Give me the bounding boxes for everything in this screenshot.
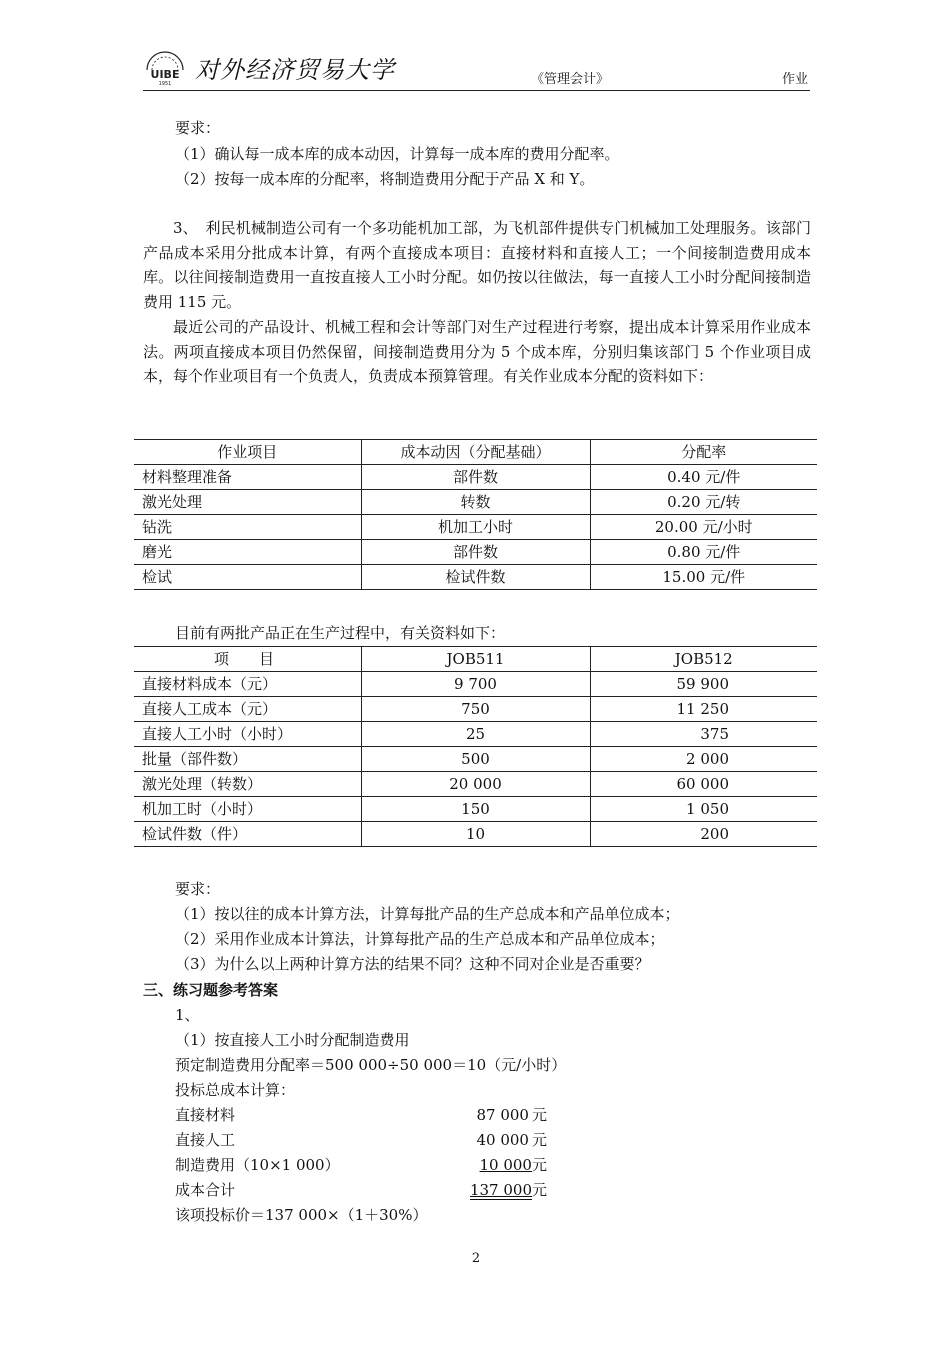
table-cell: 9 700 (361, 672, 590, 697)
answer-subheading: （1）按直接人工小时分配制造费用 (175, 1031, 410, 1049)
table-cell: 磨光 (134, 540, 361, 565)
cost-total-amount: 137 000元 (469, 1181, 547, 1199)
table-header-cell: 作业项目 (134, 440, 361, 465)
bid-cost-title: 投标总成本计算： (175, 1081, 296, 1099)
table-cell: 200 (590, 822, 817, 847)
table-cell: 直接人工小时（小时） (134, 722, 361, 747)
table-cell: 0.20 元/转 (590, 490, 817, 515)
table-header-cell: 项 目 (134, 647, 361, 672)
requirement-item: （2）按每一成本库的分配率，将制造费用分配于产品 X 和 Y。 (175, 170, 595, 188)
table-cell: 检试件数（件） (134, 822, 361, 847)
table-cell: 1 050 (590, 797, 817, 822)
table-row (134, 747, 817, 772)
table-header-cell: JOB511 (361, 647, 590, 672)
cost-item-amount: 87 000 元 (476, 1106, 547, 1124)
table-cell: 检试件数 (361, 565, 590, 590)
cost-item-label: 成本合计 (175, 1181, 236, 1199)
requirement-item: （1）确认每一成本库的成本动因，计算每一成本库的费用分配率。 (175, 145, 620, 163)
table-cell: 激光处理（转数） (134, 772, 361, 797)
table-cell: 部件数 (361, 540, 590, 565)
activity-rate-table (134, 439, 817, 590)
table-intro-text: 目前有两批产品正在生产过程中，有关资料如下： (175, 624, 506, 642)
university-logo-icon (143, 46, 187, 86)
problem-3-paragraph-2: 最近公司的产品设计、机械工程和会计等部门对生产过程进行考察，提出成本计算采用作业成本法。两项直接成本项目仍然保留，间接制造费用分为 5 个成本库，分别归集该部门 5 个作业项目成本，每个作业项目有一个负责人，负责成本预算管理。有关作业成本分配的资料如下： (143, 318, 811, 385)
table-row (134, 672, 817, 697)
table-row (134, 515, 817, 540)
table-row (134, 565, 817, 590)
bid-price-line: 该项投标价＝137 000×（1＋30%） (175, 1206, 428, 1224)
svg-text:UIBE: UIBE (150, 68, 180, 81)
page-number: 2 (471, 1251, 481, 1266)
table-cell: 25 (361, 722, 590, 747)
requirement-title: 要求： (175, 119, 221, 137)
table-cell: 激光处理 (134, 490, 361, 515)
table-cell: 检试 (134, 565, 361, 590)
table-cell: 15.00 元/件 (590, 565, 817, 590)
table-row (134, 465, 817, 490)
table-cell: 直接材料成本（元） (134, 672, 361, 697)
table-cell: 20 000 (361, 772, 590, 797)
table-cell: 部件数 (361, 465, 590, 490)
table-cell: 150 (361, 797, 590, 822)
table-cell: 11 250 (590, 697, 817, 722)
table-cell: 500 (361, 747, 590, 772)
requirement-item: （3）为什么以上两种计算方法的结果不同？这种不同对企业是否重要？ (175, 955, 650, 973)
table-header-cell: 成本动因（分配基础） (361, 440, 590, 465)
table-cell: 10 (361, 822, 590, 847)
requirement-item: （1）按以往的成本计算方法，计算每批产品的生产总成本和产品单位成本； (175, 905, 680, 923)
university-name: 对外经济贸易大学 (195, 56, 395, 84)
rate-calculation: 预定制造费用分配率＝500 000÷50 000＝10（元/小时） (175, 1056, 567, 1074)
table-cell: 材料整理准备 (134, 465, 361, 490)
table-cell: 750 (361, 697, 590, 722)
requirement-item: （2）采用作业成本计算法，计算每批产品的生产总成本和产品单位成本； (175, 930, 665, 948)
table-header-cell: 分配率 (590, 440, 817, 465)
table-row (134, 490, 817, 515)
table-cell: 375 (590, 722, 817, 747)
table-cell: 59 900 (590, 672, 817, 697)
job-data-table (134, 646, 817, 847)
table-cell: 直接人工成本（元） (134, 697, 361, 722)
answer-number: 1、 (175, 1006, 200, 1024)
table-row (134, 540, 817, 565)
cost-item-amount: 10 000元 (479, 1156, 547, 1174)
table-cell: 2 000 (590, 747, 817, 772)
section-label: 作业 (781, 72, 808, 87)
table-header-row (134, 647, 817, 672)
table-cell: 0.80 元/件 (590, 540, 817, 565)
table-cell: 钻洗 (134, 515, 361, 540)
table-row (134, 772, 817, 797)
cost-item-label: 直接人工 (175, 1131, 236, 1149)
table-cell: 批量（部件数） (134, 747, 361, 772)
table-cell: 转数 (361, 490, 590, 515)
table-cell: 60 000 (590, 772, 817, 797)
cost-item-amount: 40 000 元 (476, 1131, 547, 1149)
table-header-cell: JOB512 (590, 647, 817, 672)
table-cell: 0.40 元/件 (590, 465, 817, 490)
problem-3-paragraph: 3、 利民机械制造公司有一个多功能机加工部，为飞机部件提供专门机械加工处理服务。该部门产品成本采用分批成本计算，有两个直接成本项目：直接材料和直接人工；一个间接制造费用成本库。以往间接制造费用一直按直接人工小时分配。如仍按以往做法，每一直接人工小时分配间接制造费用 115 元。 (143, 219, 811, 311)
cost-item-label: 直接材料 (175, 1106, 236, 1124)
page-header (143, 46, 810, 91)
table-row (134, 722, 817, 747)
table-cell: 20.00 元/小时 (590, 515, 817, 540)
requirement-title: 要求： (175, 880, 221, 898)
table-header-row (134, 440, 817, 465)
cost-item-label: 制造费用（10×1 000） (175, 1156, 340, 1174)
table-row (134, 822, 817, 847)
table-cell: 机加工小时 (361, 515, 590, 540)
table-row (134, 697, 817, 722)
table-row (134, 797, 817, 822)
answers-section-title: 三、练习题参考答案 (143, 981, 279, 999)
course-title: 《管理会计》 (531, 72, 610, 87)
svg-text:1951: 1951 (158, 81, 172, 86)
table-cell: 机加工时（小时） (134, 797, 361, 822)
